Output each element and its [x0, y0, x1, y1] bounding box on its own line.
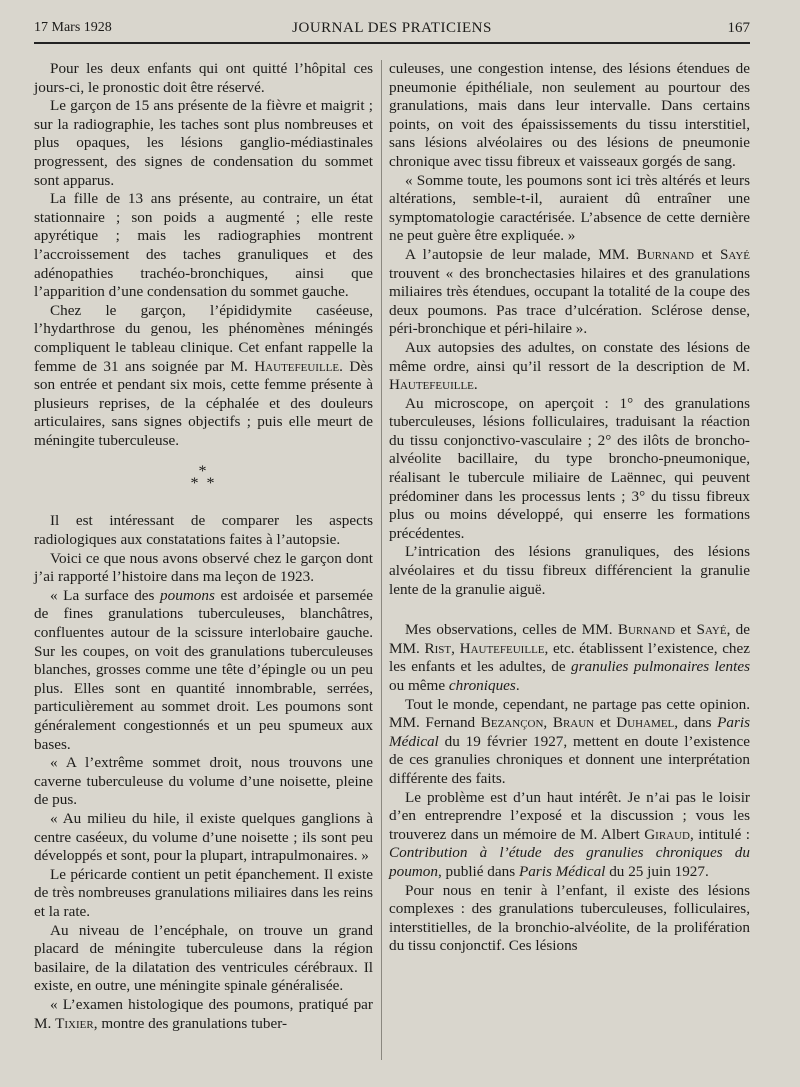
paragraph: Au microscope, on aperçoit : 1° des granulations tuberculeuses, lésions folliculaires, traduisant la réaction du tissu conjonctivo-vasculaire ; 2° des ilôts de broncho-alvéolite bacillaire, du type broncho-pneumonique, réalisant le tubercule miliaire de Laënnec, qui peuvent prédominer dans les processus lents ; 3° du tissu fibreux plus ou moins développé, qui enserre les formations précédentes. — [389, 394, 750, 542]
paragraph: Voici ce que nous avons observé chez le garçon dont j’ai rapporté l’histoire dans ma leçon de 1923. — [34, 549, 373, 586]
paragraph: Chez le garçon, l’épididymite caséeuse, l’hydarthrose du genou, les phénomènes méningés compliquent le tableau clinique. Cet enfant rappelle la femme de 31 ans soignée par M. Hautefeuille. Dès son entrée et pendant six mois, cette femme présente à plusieurs reprises, de la céphalée et des douleurs articulaires, sans signes objectifs ; puis elle meurt de méningite tuberculeuse. — [34, 301, 373, 449]
paragraph: « Au milieu du hile, il existe quelques ganglions à centre caséeux, du volume d’une noisette ; ils sont peu développés et sont, pour la plupart, intrapulmonaires. » — [34, 809, 373, 865]
paragraph: culeuses, une congestion intense, des lésions étendues de pneumonie épithéliale, non seulement au pourtour des granulations, mais dans leur intervalle. Dans certains points, on voit des épaississements du tissu interstitiel, sans lésions alvéolaires ou des lésions de pneumonie chronique avec tissu fibreux et vaisseaux gorgés de sang. — [389, 60, 750, 170]
paragraph: « L’examen histologique des poumons, pratiqué par M. Tixier, montre des granulations tuber- — [34, 995, 373, 1032]
left-column — [34, 60, 373, 1033]
paragraph: La fille de 13 ans présente, au contraire, un état stationnaire ; son poids a augmenté ; elle reste apyrétique ; mais les radiographies montrent l’accroissement des taches granuliques et des adénopathies trachéo-bronchiques, ainsi que l’apparition d’une condensation du sommet gauche. — [34, 190, 373, 301]
running-header — [34, 20, 750, 42]
header-page-number: 167 — [727, 20, 750, 36]
header-date: 17 Mars 1928 — [34, 20, 112, 35]
paragraph: Aux autopsies des adultes, on constate des lésions de même ordre, ainsi qu’il ressort de la description de M. Hautefeuille. — [389, 338, 750, 394]
paragraph: Mes observations, celles de MM. Burnand et Sayé, de MM. Rist, Hautefeuille, etc. établissent l’existence, chez les enfants et les adultes, de granulies pulmonaires lentes ou même chroniques. — [389, 621, 751, 694]
paragraph: Au niveau de l’encéphale, on trouve un grand placard de méningite tuberculeuse dans la région basilaire, de la dilatation des ventricules cérébraux. Il existe, en outre, une méningite spinale généralisée. — [34, 921, 373, 995]
section-separator-asterism: * * * — [190, 463, 217, 493]
author-name: Hautefeuille — [254, 357, 340, 375]
paragraph: Il est intéressant de comparer les aspects radiologiques aux constatations faites à l’autopsie. — [34, 512, 373, 549]
paragraph: « A l’extrême sommet droit, nous trouvons une caverne tuberculeuse du volume d’une noisette, pleine de pus. — [34, 754, 373, 809]
paragraph: Pour les deux enfants qui ont quitté l’hôpital ces jours-ci, le pronostic doit être réservé. — [34, 60, 373, 96]
spacer — [389, 599, 750, 621]
paragraph: A l’autopsie de leur malade, MM. Burnand et Sayé trouvent « des bronchectasies hilaires et des granulations miliaires très étendues, occupant la totalité de la coupe des deux poumons. Pas trace d’ulcération. Sclérose dense, péri-bronchique et péri-hilaire ». — [389, 245, 750, 338]
author-name: Tixier — [55, 1014, 94, 1032]
paragraph: Le garçon de 15 ans présente de la fièvre et maigrit ; sur la radiographie, les taches sont plus nombreuses et plus opaques, les lésions ganglio-médiastinales progressent, des signes de condensation du sommet sont apparus. — [34, 97, 373, 189]
paragraph: Pour nous en tenir à l’enfant, il existe des lésions complexes : des granulations tuberculeuses, folliculaires, interstitielles, de la bronchio-alvéolite, de la prolifération du tissu conjonctif. Ces lésions — [389, 881, 750, 955]
right-column — [389, 60, 750, 956]
header-rule — [34, 42, 750, 44]
paragraph: Le péricarde contient un petit épanchement. Il existe de très nombreuses granulations miliaires dans les reins et la rate. — [34, 865, 373, 920]
paragraph: « La surface des poumons est ardoisée et parsemée de fines granulations tuberculeuses, blanchâtres, confluentes autour de la scissure interlobaire gauche. Sur les coupes, on voit des granulations tuberculeuses blanches, grosses comme une tête d’épingle ou un peu plus. Elles sont en quantité innombrable, serrées, particulièrement au sommet droit. Les poumons sont généralement congestionnés et un peu spumeux aux bases. — [34, 586, 373, 753]
paragraph: Le problème est d’un haut intérêt. Je n’ai pas le loisir d’en entreprendre l’exposé et la discussion ; vous les trouverez dans un mémoire de M. Albert Giraud, intitulé : Contribution à l’étude des granulies chroniques du poumon, publié dans Paris Médical du 25 juin 1927. — [389, 788, 750, 880]
paragraph: L’intrication des lésions granuliques, des lésions alvéolaires et du tissu fibreux différencient la granulie lente de la granulie aiguë. — [389, 543, 750, 598]
paragraph: « Somme toute, les poumons sont ici très altérés et leurs altérations, semble-t-il, auraient dû entraîner une symptomatologie caractérisée. L’absence de cette dernière ne peut guère être expliquée. » — [389, 171, 750, 245]
paragraph: Tout le monde, cependant, ne partage pas cette opinion. MM. Fernand Bezançon, Braun et Duhamel, dans Paris Médical du 19 février 1927, mettent en doute l’existence de ces granulies chroniques et donnent une interprétation différente des faits. — [389, 695, 750, 787]
header-journal-title: JOURNAL DES PRATICIENS — [292, 20, 492, 36]
column-divider — [381, 60, 382, 1060]
